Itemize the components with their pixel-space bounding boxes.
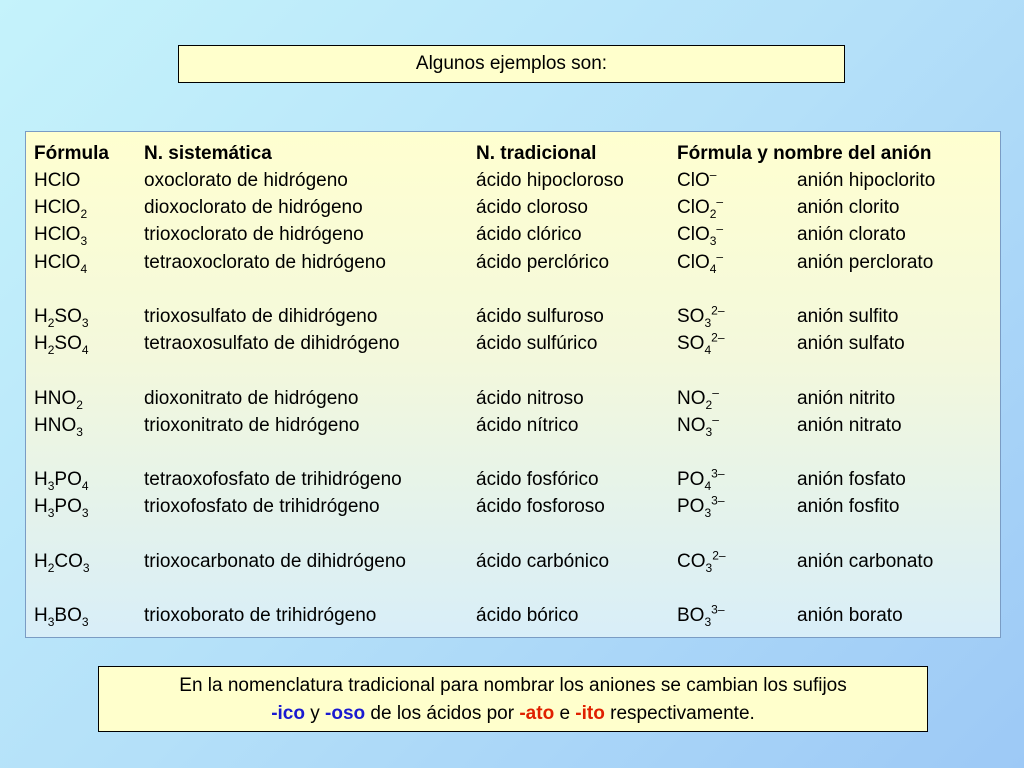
cell-formula: $H_2SO_3$ <box>34 306 89 330</box>
cell-anion-name: anión perclorato <box>797 252 934 273</box>
cell-anion-name: anión carbonato <box>797 551 934 572</box>
cell-anion-formula: $PO_3^{3-}$ <box>677 493 725 520</box>
cell-sistematica: tetraoxoclorato de hidrógeno <box>144 252 386 273</box>
cell-anion-name: anión hipoclorito <box>797 170 936 191</box>
cell-anion-formula: $SO_3^{2-}$ <box>677 303 725 330</box>
suffix-oso: -oso <box>325 703 366 724</box>
cell-tradicional: ácido fosforoso <box>476 496 605 517</box>
cell-anion-name: anión nitrato <box>797 415 902 436</box>
cell-anion-name: anión sulfito <box>797 306 899 327</box>
cell-anion-formula: $NO_2^-$ <box>677 385 719 412</box>
cell-formula: $H_2SO_4$ <box>34 333 89 357</box>
cell-sistematica: trioxofosfato de trihidrógeno <box>144 496 380 517</box>
cell-sistematica: dioxonitrato de hidrógeno <box>144 388 359 409</box>
cell-tradicional: ácido hipocloroso <box>476 170 624 191</box>
cell-formula: $H_3PO_4$ <box>34 469 89 493</box>
cell-sistematica: dioxoclorato de hidrógeno <box>144 197 363 218</box>
cell-formula: HClO$_2$ <box>34 197 88 221</box>
suffix-ito: -ito <box>575 703 605 724</box>
cell-formula: HClO$_3$ <box>34 224 88 248</box>
cell-anion-formula: ClO$_3$– <box>677 221 724 248</box>
cell-formula: $H_3PO_3$ <box>34 496 89 520</box>
page-title: Algunos ejemplos son: <box>415 53 608 74</box>
suffix-ato: -ato <box>519 703 555 724</box>
cell-sistematica: trioxoclorato de hidrógeno <box>144 224 364 245</box>
cell-sistematica: oxoclorato de hidrógeno <box>144 170 348 191</box>
cell-anion-name: anión clorato <box>797 224 906 245</box>
cell-sistematica: trioxoborato de trihidrógeno <box>144 605 377 626</box>
note-conj-e: e <box>554 703 576 724</box>
acid-table <box>25 131 1001 638</box>
cell-anion-name: anión borato <box>797 605 903 626</box>
cell-anion-name: anión nitrito <box>797 388 896 409</box>
cell-formula: $HNO_3$ <box>34 415 83 439</box>
title-box <box>178 45 845 83</box>
cell-sistematica: trioxosulfato de dihidrógeno <box>144 306 378 327</box>
cell-anion-name: anión fosfato <box>797 469 906 490</box>
cell-sistematica: trioxonitrato de hidrógeno <box>144 415 360 436</box>
note-conj-y: y <box>304 703 326 724</box>
cell-tradicional: ácido cloroso <box>476 197 588 218</box>
cell-tradicional: ácido nítrico <box>476 415 579 436</box>
note-box <box>98 666 928 732</box>
cell-tradicional: ácido sulfuroso <box>476 306 604 327</box>
cell-tradicional: ácido perclórico <box>476 252 610 273</box>
note-mid: de los ácidos por <box>365 703 520 724</box>
header-tradicional: N. tradicional <box>476 143 597 164</box>
note-end: respectivamente. <box>604 703 755 724</box>
cell-anion-formula: ClO$_2$– <box>677 194 724 221</box>
cell-tradicional: ácido sulfúrico <box>476 333 598 354</box>
note-line-2 <box>99 700 927 728</box>
cell-anion-formula: $NO_3^-$ <box>677 412 719 439</box>
cell-tradicional: ácido carbónico <box>476 551 610 572</box>
cell-tradicional: ácido nitroso <box>476 388 584 409</box>
cell-tradicional: ácido fosfórico <box>476 469 599 490</box>
header-anion: Fórmula y nombre del anión <box>677 143 932 164</box>
cell-anion-formula: $BO_3^{3-}$ <box>677 602 725 629</box>
cell-anion-formula: ClO– <box>677 167 717 191</box>
cell-formula: $H_2CO_3$ <box>34 551 90 575</box>
cell-formula: HClO <box>34 170 81 191</box>
cell-formula: HClO$_4$ <box>34 252 88 276</box>
cell-sistematica: tetraoxofosfato de trihidrógeno <box>144 469 402 490</box>
cell-anion-formula: ClO$_4$– <box>677 249 724 276</box>
cell-formula: $H_3BO_3$ <box>34 605 89 629</box>
header-formula: Fórmula <box>34 143 109 164</box>
suffix-ico: -ico <box>271 703 305 724</box>
cell-sistematica: tetraoxosulfato de dihidrógeno <box>144 333 400 354</box>
cell-anion-name: anión fosfito <box>797 496 900 517</box>
cell-anion-formula: $CO_3^{2-}$ <box>677 548 726 575</box>
note-line-1: En la nomenclatura tradicional para nombrar los aniones se cambian los sufijos <box>179 675 847 696</box>
header-sistematica: N. sistemática <box>144 143 272 164</box>
cell-anion-formula: $PO_4^{3-}$ <box>677 466 725 493</box>
cell-formula: $HNO_2$ <box>34 388 83 412</box>
cell-tradicional: ácido bórico <box>476 605 579 626</box>
cell-tradicional: ácido clórico <box>476 224 582 245</box>
cell-anion-name: anión clorito <box>797 197 900 218</box>
cell-anion-formula: $SO_4^{2-}$ <box>677 330 725 357</box>
cell-anion-name: anión sulfato <box>797 333 905 354</box>
cell-sistematica: trioxocarbonato de dihidrógeno <box>144 551 406 572</box>
